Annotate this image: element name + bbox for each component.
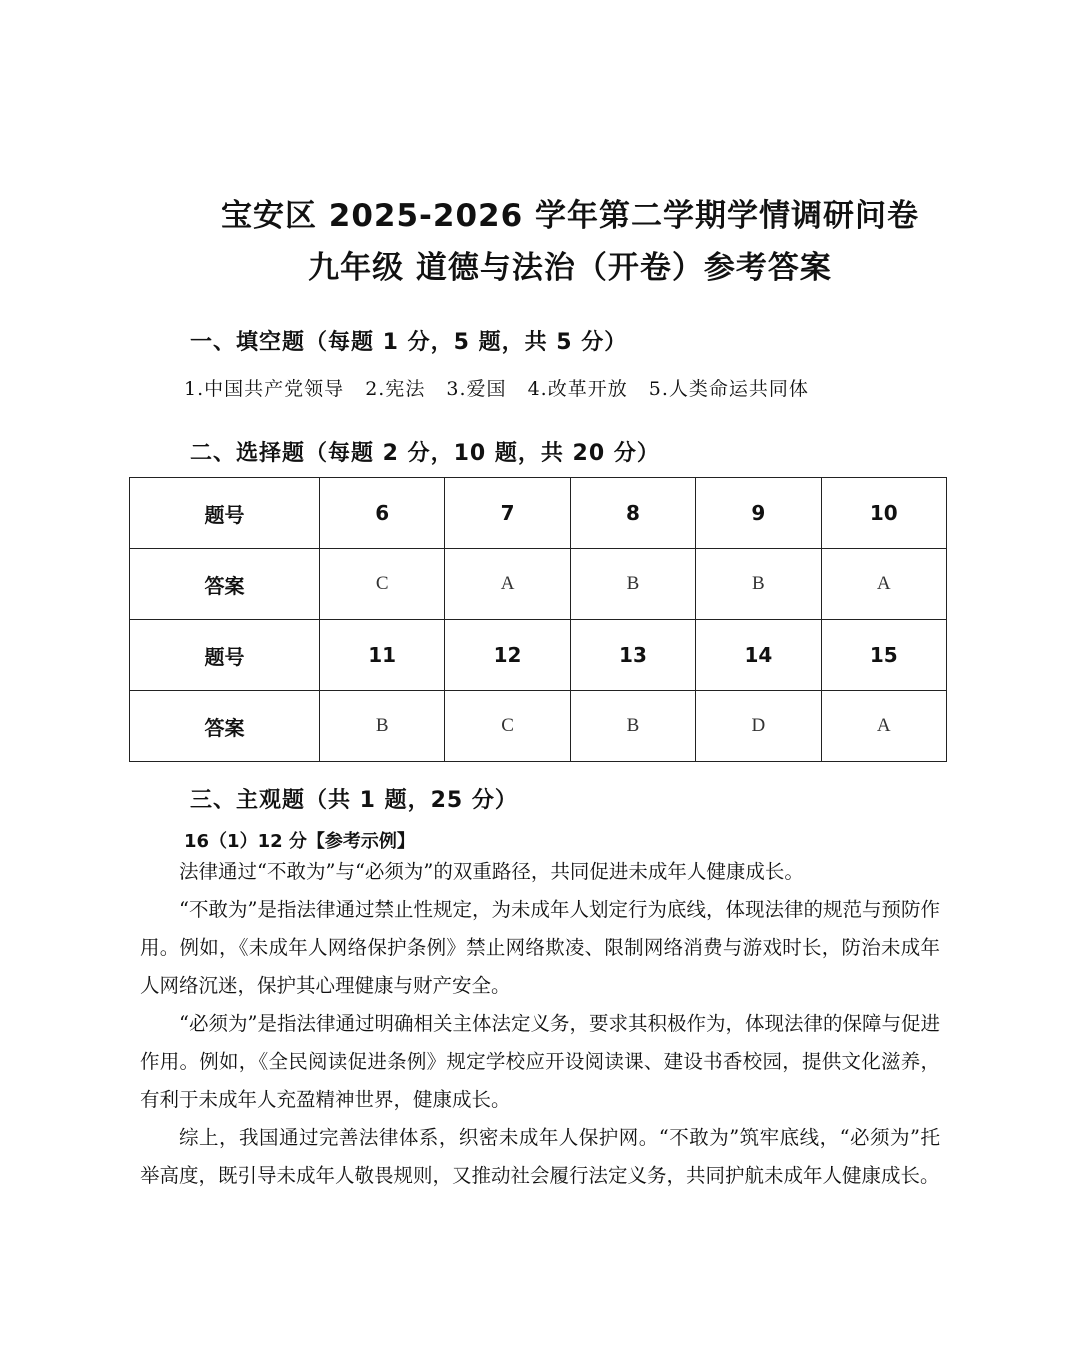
row-label-answer: 答案 [130,691,320,762]
answer-paragraph: 法律通过“不敢为”与“必须为”的双重路径，共同促进未成年人健康成长。 [179,860,804,883]
question-number: 10 [821,478,946,549]
section-subjective-heading: 三、主观题（共 1 题，25 分） [190,788,518,813]
table-row [130,620,947,691]
fill-blank-answers [184,374,823,401]
section-fill-blank-heading: 一、填空题（每题 1 分，5 题，共 5 分） [190,330,628,355]
question-number: 6 [319,478,444,549]
row-label-number: 题号 [130,620,320,691]
question-number: 13 [570,620,695,691]
question-number: 8 [570,478,695,549]
answer-paragraph: 综上，我国通过完善法律体系，织密未成年人保护网。“不敢为”筑牢底线，“必须为”托举高度，既引导未成年人敬畏规则，又推动社会履行法定义务，共同护航未成年人健康成长。 [140,1126,940,1187]
answer-cell: B [570,691,695,762]
answer-cell: A [445,549,570,620]
fill-answer-5: 5.人类命运共同体 [648,378,809,400]
question-number: 14 [696,620,821,691]
answer-cell: B [696,549,821,620]
document-title: 宝安区 2025-2026 学年第二学期学情调研问卷 [220,198,919,234]
fill-answer-1: 1.中国共产党领导 [184,378,345,400]
question-number: 15 [821,620,946,691]
answer-cell: D [696,691,821,762]
question-number: 7 [445,478,570,549]
answer-paragraph: “必须为”是指法律通过明确相关主体法定义务，要求其积极作为，体现法律的保障与促进作用。例如，《全民阅读促进条例》规定学校应开设阅读课、建设书香校园，提供文化滋养，有利于未成年人充盈精神世界，健康成长。 [140,1012,940,1111]
answer-paragraph: “不敢为”是指法律通过禁止性规定，为未成年人划定行为底线，体现法律的规范与预防作用。例如，《未成年人网络保护条例》禁止网络欺凌、限制网络消费与游戏时长，防治未成年人网络沉迷，保护其心理健康与财产安全。 [140,898,940,997]
fill-answer-2: 2.宪法 [365,378,426,400]
question-number: 11 [319,620,444,691]
row-label-answer: 答案 [130,549,320,620]
row-label-number: 题号 [130,478,320,549]
answer-cell: A [821,549,946,620]
table-row [130,478,947,549]
fill-answer-3: 3.爱国 [446,378,507,400]
table-row [130,691,947,762]
document-subtitle: 九年级 道德与法治（开卷）参考答案 [308,250,832,286]
answer-cell: A [821,691,946,762]
question-number: 9 [696,478,821,549]
reference-answer-text [140,853,940,1195]
answer-cell: B [570,549,695,620]
choice-answer-table [129,477,947,762]
answer-cell: C [445,691,570,762]
answer-cell: C [319,549,444,620]
question-16-label: 16（1）12 分【参考示例】 [184,831,415,852]
answer-cell: B [319,691,444,762]
section-choice-heading: 二、选择题（每题 2 分，10 题，共 20 分） [190,441,660,466]
fill-answer-4: 4.改革开放 [527,378,628,400]
question-number: 12 [445,620,570,691]
table-row [130,549,947,620]
